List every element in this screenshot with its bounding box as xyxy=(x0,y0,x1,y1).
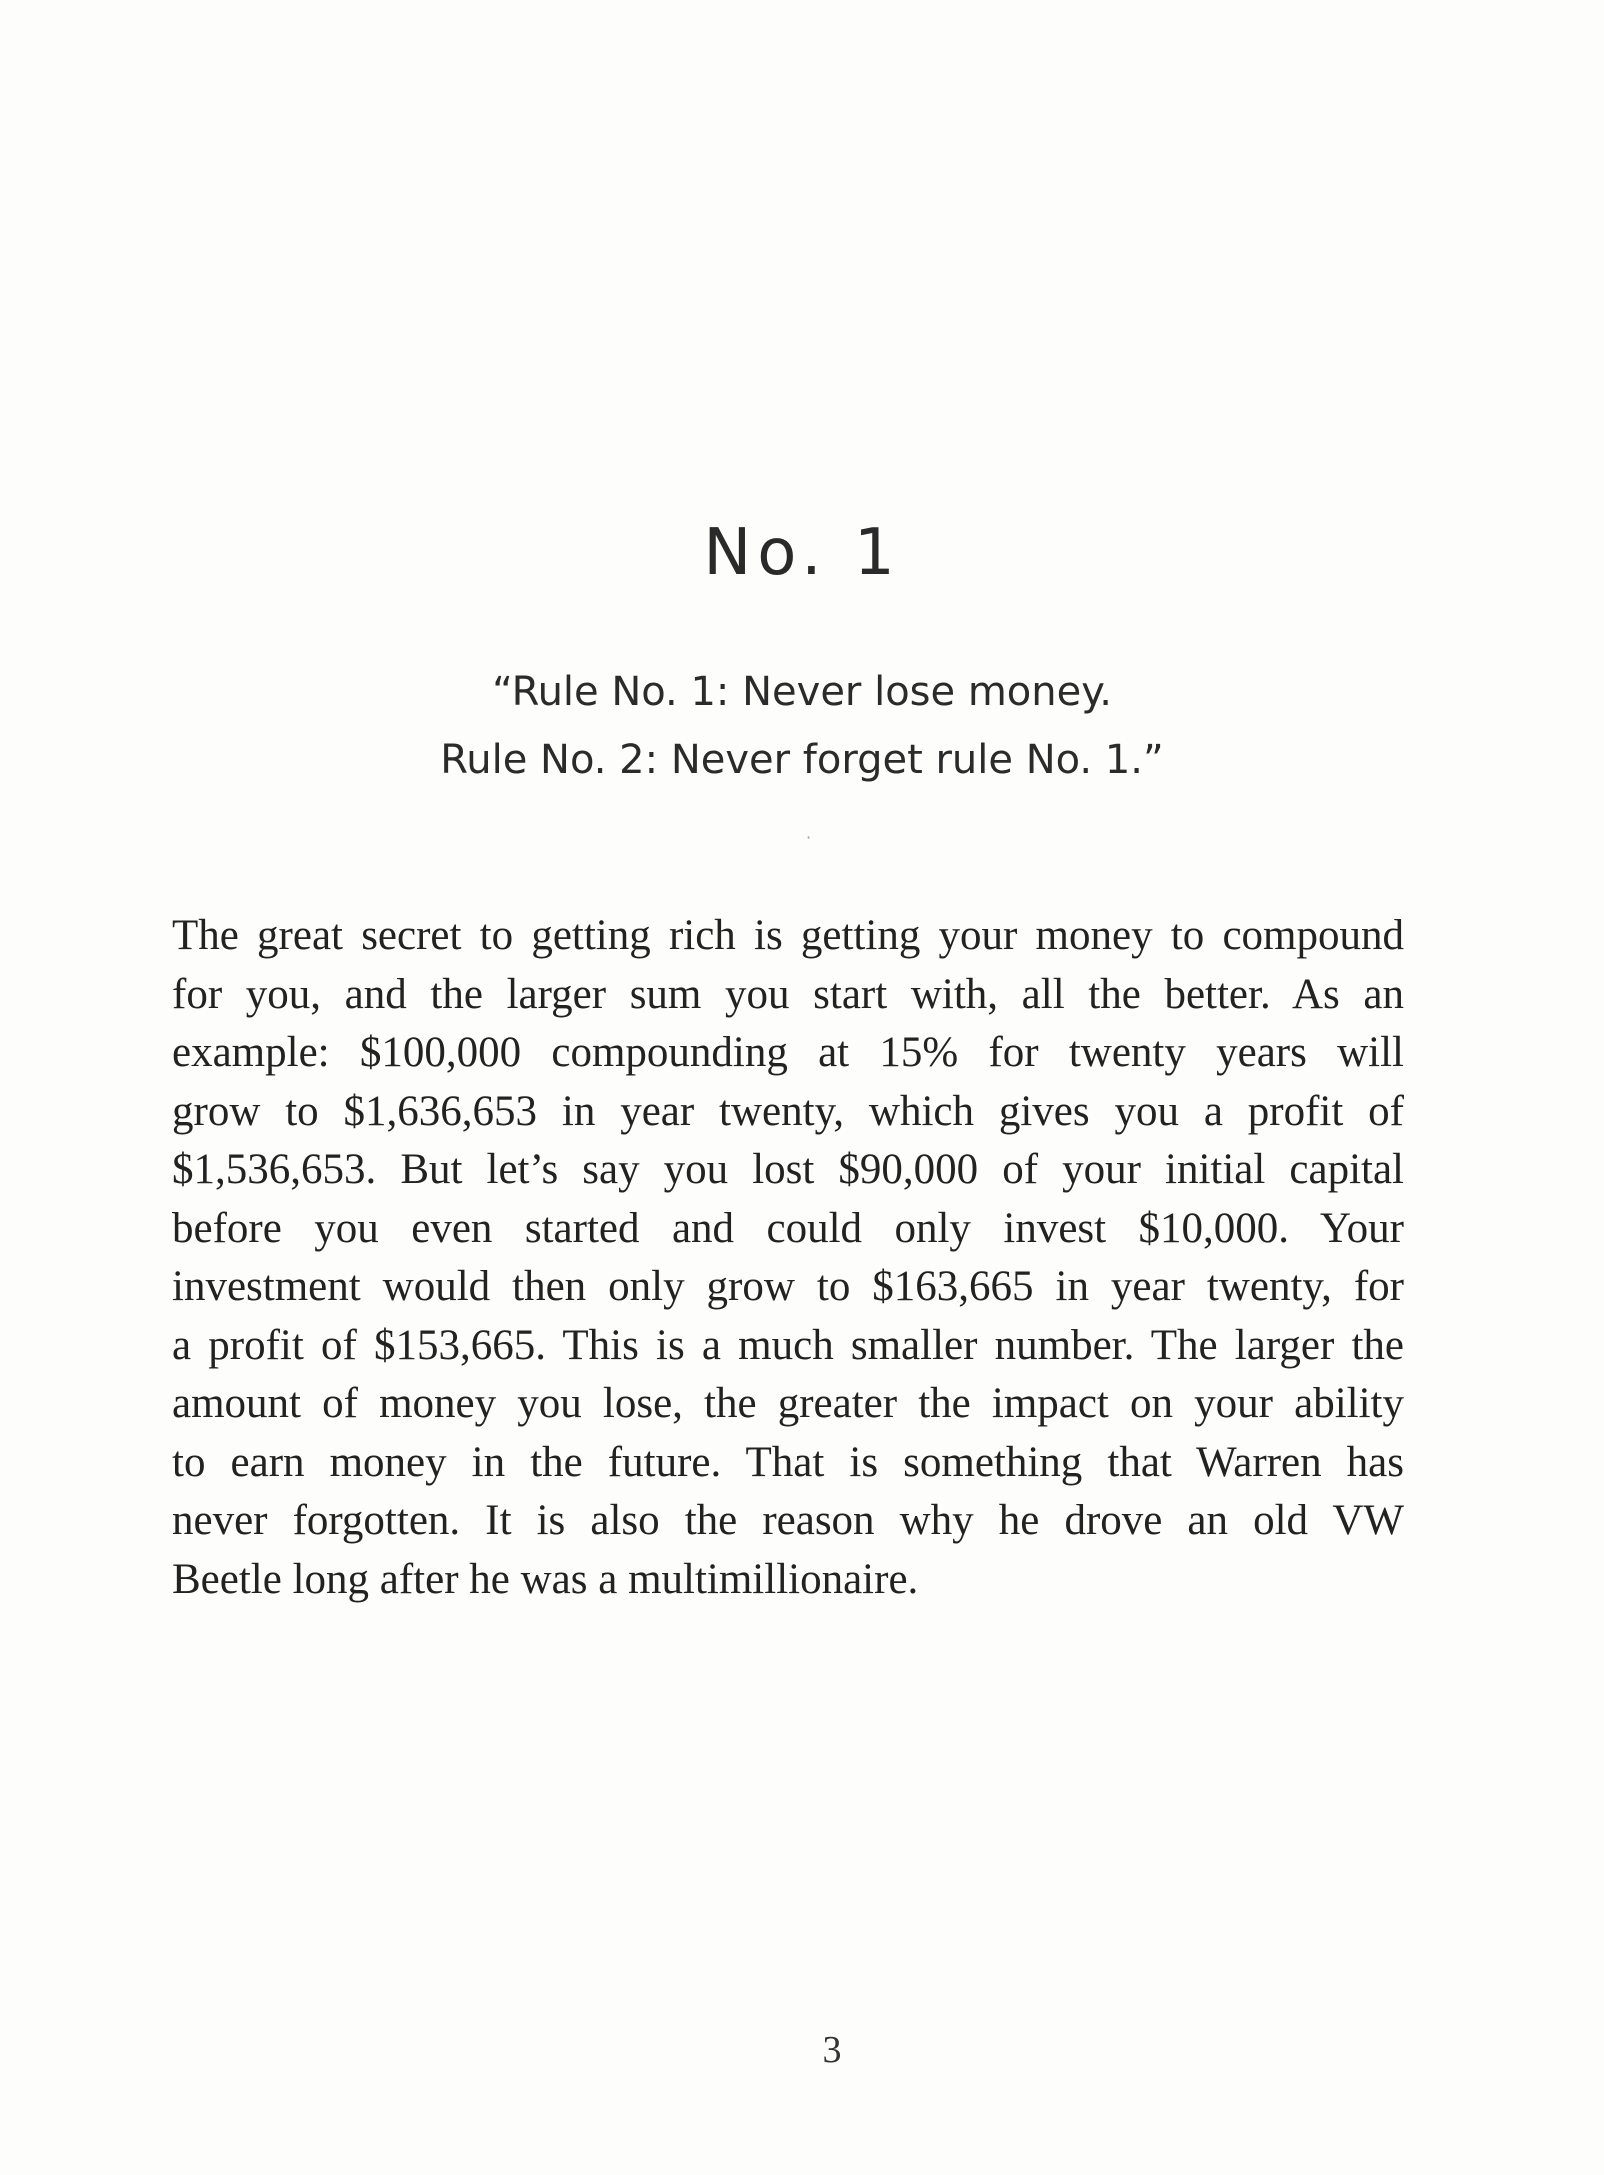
epigraph-line: “Rule No. 1: Never lose money. xyxy=(492,669,1112,715)
chapter-title: No. 1 xyxy=(703,516,901,590)
paragraph-line: grow to $1,636,653 in year twenty, which gives you a profit of xyxy=(172,1087,1404,1135)
paragraph-line: never forgotten. It is also the reason why he drove an old VW xyxy=(172,1497,1404,1544)
epigraph-quote xyxy=(0,658,1604,794)
paragraph-line: for you, and the larger sum you start with, all the better. As an xyxy=(172,970,1404,1018)
paragraph-line: to earn money in the future. That is something that Warren has xyxy=(172,1438,1404,1486)
paragraph-line: a profit of $153,665. This is a much smaller number. The larger the xyxy=(172,1321,1404,1369)
paragraph-line: investment would then only grow to $163,665 in year twenty, for xyxy=(172,1263,1404,1310)
page-number: 3 xyxy=(822,2029,842,2071)
paragraph-line: Beetle long after he was a multimillionaire. xyxy=(172,1555,919,1603)
paragraph-line: The great secret to getting rich is getting your money to compound xyxy=(172,912,1404,959)
paragraph-line: before you even started and could only invest $10,000. Your xyxy=(172,1204,1404,1252)
epigraph-line: Rule No. 2: Never forget rule No. 1.” xyxy=(440,737,1164,783)
section-ornament-icon: · xyxy=(806,828,812,847)
paragraph-line: $1,536,653. But let’s say you lost $90,000 of your initial capital xyxy=(172,1146,1404,1193)
paragraph-line: example: $100,000 compounding at 15% for twenty years will xyxy=(172,1029,1404,1076)
paragraph-line: amount of money you lose, the greater the impact on your ability xyxy=(172,1380,1404,1427)
body-paragraph xyxy=(172,907,1404,1609)
